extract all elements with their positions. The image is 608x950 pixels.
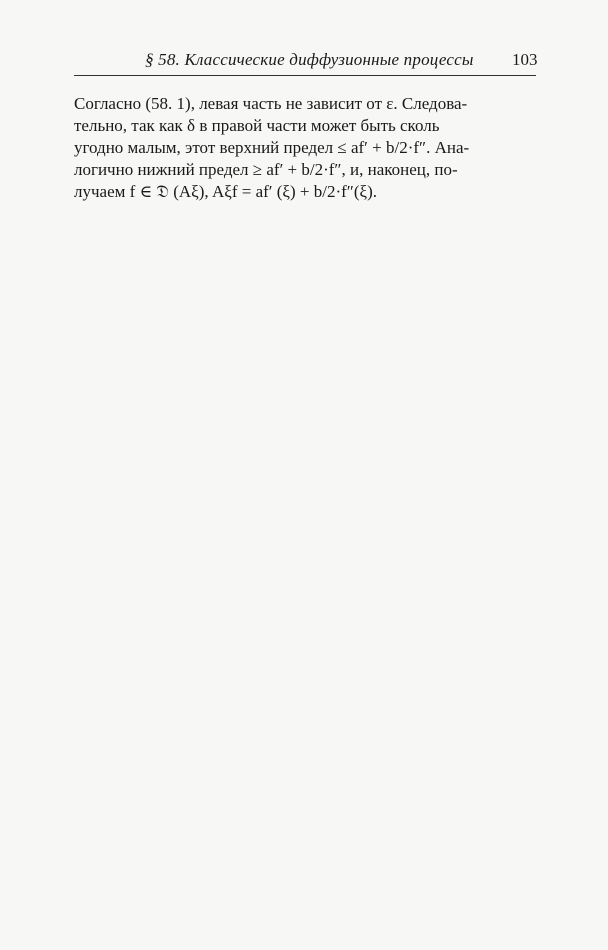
text-line: лучаем f ∈ 𝔇 (Aξ), Aξf = af′ (ξ) + b/2·f″(ξ). — [74, 182, 378, 201]
header-rule — [74, 75, 536, 76]
text-line: угодно малым, этот верхний предел ≤ af′ + b/2·f″. Ана- — [74, 138, 470, 157]
text-line: Согласно (58. 1), левая часть не зависит от ε. Следова- — [74, 94, 468, 113]
text-line: логично нижний предел ≥ af′ + b/2·f″, и, наконец, по- — [74, 160, 458, 179]
running-header-title: § 58. Классические диффузионные процессы — [145, 50, 474, 69]
page-number: 103 — [512, 50, 538, 69]
text-line: тельно, так как δ в правой части может быть сколь — [74, 116, 440, 135]
